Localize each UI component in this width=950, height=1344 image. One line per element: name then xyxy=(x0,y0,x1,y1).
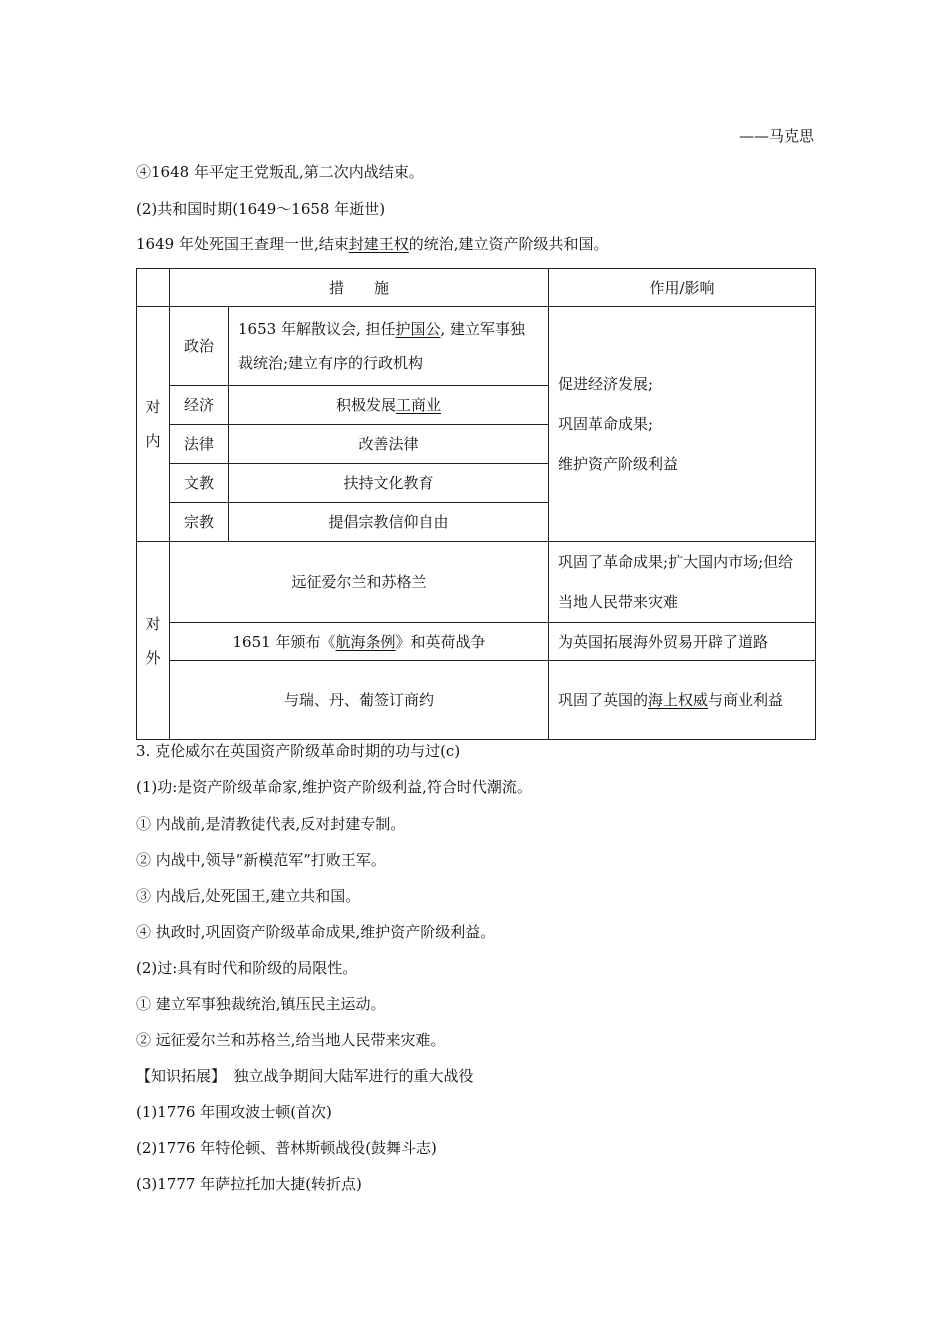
text-line: ④ 执政时,巩固资产阶级革命成果,维护资产阶级利益。 xyxy=(136,923,496,941)
quote-attribution: ——马克思 xyxy=(738,127,814,145)
category-culture: 文教 xyxy=(170,464,229,503)
text-line: (2)过:具有时代和阶级的局限性。 xyxy=(136,959,358,977)
measure-culture: 扶持文化教育 xyxy=(229,464,549,503)
text-line: ① 建立军事独裁统治,镇压民主运动。 xyxy=(136,995,386,1013)
underlined-navigation-act: 航海条例 xyxy=(335,632,396,651)
effect-navigation-act: 为英国拓展海外贸易开辟了道路 xyxy=(549,623,816,661)
text-line: (1)功:是资产阶级革命家,维护资产阶级利益,符合时代潮流。 xyxy=(136,778,532,796)
measure-expedition: 远征爱尔兰和苏格兰 xyxy=(170,542,549,623)
external-label: 对 外 xyxy=(137,542,170,740)
category-politics: 政治 xyxy=(170,307,229,386)
text-line: ① 内战前,是清教徒代表,反对封建专制。 xyxy=(136,815,406,833)
text-line: (1)1776 年围攻波士顿(首次) xyxy=(136,1103,332,1121)
intro-after: 的统治,建立资产阶级共和国。 xyxy=(408,235,609,253)
underlined-commerce: 工商业 xyxy=(396,396,442,414)
effect-expedition: 巩固了革命成果;扩大国内市场;但给当地人民带来灾难 xyxy=(549,542,816,623)
measure-law: 改善法律 xyxy=(229,425,549,464)
text-line: ② 内战中,领导“新模范军”打败王军。 xyxy=(136,851,386,869)
intro-before: 1649 年处死国王查理一世,结束 xyxy=(136,235,349,253)
policy-table xyxy=(136,268,816,740)
text-line: (2)共和国时期(1649～1658 年逝世) xyxy=(136,200,386,218)
knowledge-extension-heading: 【知识拓展】 独立战争期间大陆军进行的重大战役 xyxy=(136,1067,474,1085)
effect-treaties: 巩固了英国的海上权威与商业利益 xyxy=(549,661,816,740)
text-line: ③ 内战后,处死国王,建立共和国。 xyxy=(136,887,361,905)
category-law: 法律 xyxy=(170,425,229,464)
section-heading: 3. 克伦威尔在英国资产阶级革命时期的功与过(c) xyxy=(136,742,461,760)
measure-navigation-act: 1651 年颁布《航海条例》和英荷战争 xyxy=(170,623,549,661)
measure-religion: 提倡宗教信仰自由 xyxy=(229,503,549,542)
header-effect: 作用/影响 xyxy=(549,269,816,307)
text-line: ② 远征爱尔兰和苏格兰,给当地人民带来灾难。 xyxy=(136,1031,446,1049)
underlined-protector: 护国公 xyxy=(395,320,441,338)
measure-economy: 积极发展工商业 xyxy=(229,386,549,425)
intro-line xyxy=(136,234,609,254)
text-line: ④1648 年平定王党叛乱,第二次内战结束。 xyxy=(136,163,424,181)
intro-underlined: 封建王权 xyxy=(348,235,409,253)
text-line: (2)1776 年特伦顿、普林斯顿战役(鼓舞斗志) xyxy=(136,1139,437,1157)
category-religion: 宗教 xyxy=(170,503,229,542)
internal-effects: 促进经济发展; 巩固革命成果; 维护资产阶级利益 xyxy=(549,307,816,542)
internal-label: 对 内 xyxy=(137,307,170,542)
text-line: (3)1777 年萨拉托加大捷(转折点) xyxy=(136,1175,362,1193)
category-economy: 经济 xyxy=(170,386,229,425)
measure-politics: 1653 年解散议会, 担任护国公, 建立军事独裁统治;建立有序的行政机构 xyxy=(229,307,549,386)
underlined-sea-power: 海上权威 xyxy=(648,691,709,709)
header-empty xyxy=(137,269,170,307)
measure-treaties: 与瑞、丹、葡签订商约 xyxy=(170,661,549,740)
header-measures: 措 施 xyxy=(170,269,549,307)
